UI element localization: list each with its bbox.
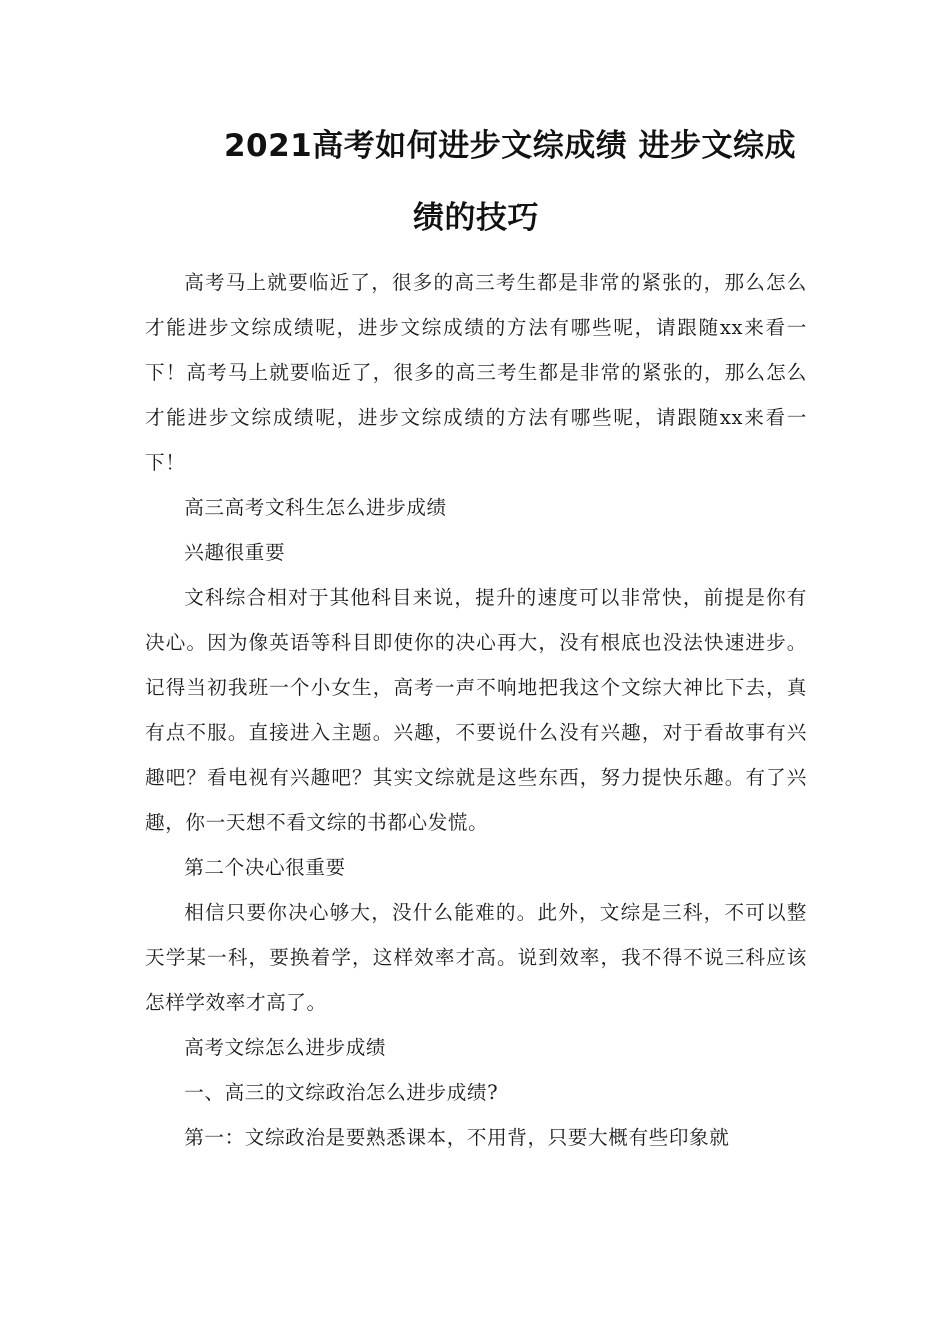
document-page (145, 110, 807, 1160)
heading-arts-students: 高三高考文科生怎么进步成绩 (184, 496, 447, 519)
paragraph-determination: 相信只要你决心够大，没什么能难的。此外，文综是三科，不可以整天学某一科，要换着学，这样效率才高。说到效率，我不得不说三科应该怎样学效率才高了。 (145, 901, 807, 1014)
heading-politics: 一、高三的文综政治怎么进步成绩? (184, 1081, 499, 1104)
heading-how-to-improve: 高考文综怎么进步成绩 (184, 1036, 387, 1059)
heading-interest: 兴趣很重要 (184, 541, 286, 564)
heading-determination: 第二个决心很重要 (184, 856, 346, 879)
title-line-1: 2021高考如何进步文综成绩 进步文综成 (223, 128, 797, 164)
paragraph-politics-first: 第一：文综政治是要熟悉课本，不用背，只要大概有些印象就 (184, 1126, 730, 1149)
paragraph-interest: 文科综合相对于其他科目来说，提升的速度可以非常快，前提是你有决心。因为像英语等科目即使你的决心再大，没有根底也没法快速进步。记得当初我班一个小女生，高考一声不响地把我这个文综大神比下去，真有点不服。直接进入主题。兴趣，不要说什么没有兴趣，对于看故事有兴趣吧？看电视有兴趣吧？其实文综就是这些东西，努力提快乐趣。有了兴趣，你一天想不看文综的书都心发慌。 (145, 586, 807, 834)
paragraph-intro: 高考马上就要临近了，很多的高三考生都是非常的紧张的，那么怎么才能进步文综成绩呢，进步文综成绩的方法有哪些呢，请跟随xx来看一下！高考马上就要临近了，很多的高三考生都是非常的紧张的，那么怎么才能进步文综成绩呢，进步文综成绩的方法有哪些呢，请跟随xx来看一下！ (145, 271, 807, 474)
document-body (145, 260, 807, 1160)
title-line-2: 绩的技巧 (413, 200, 539, 236)
document-title (145, 110, 807, 254)
